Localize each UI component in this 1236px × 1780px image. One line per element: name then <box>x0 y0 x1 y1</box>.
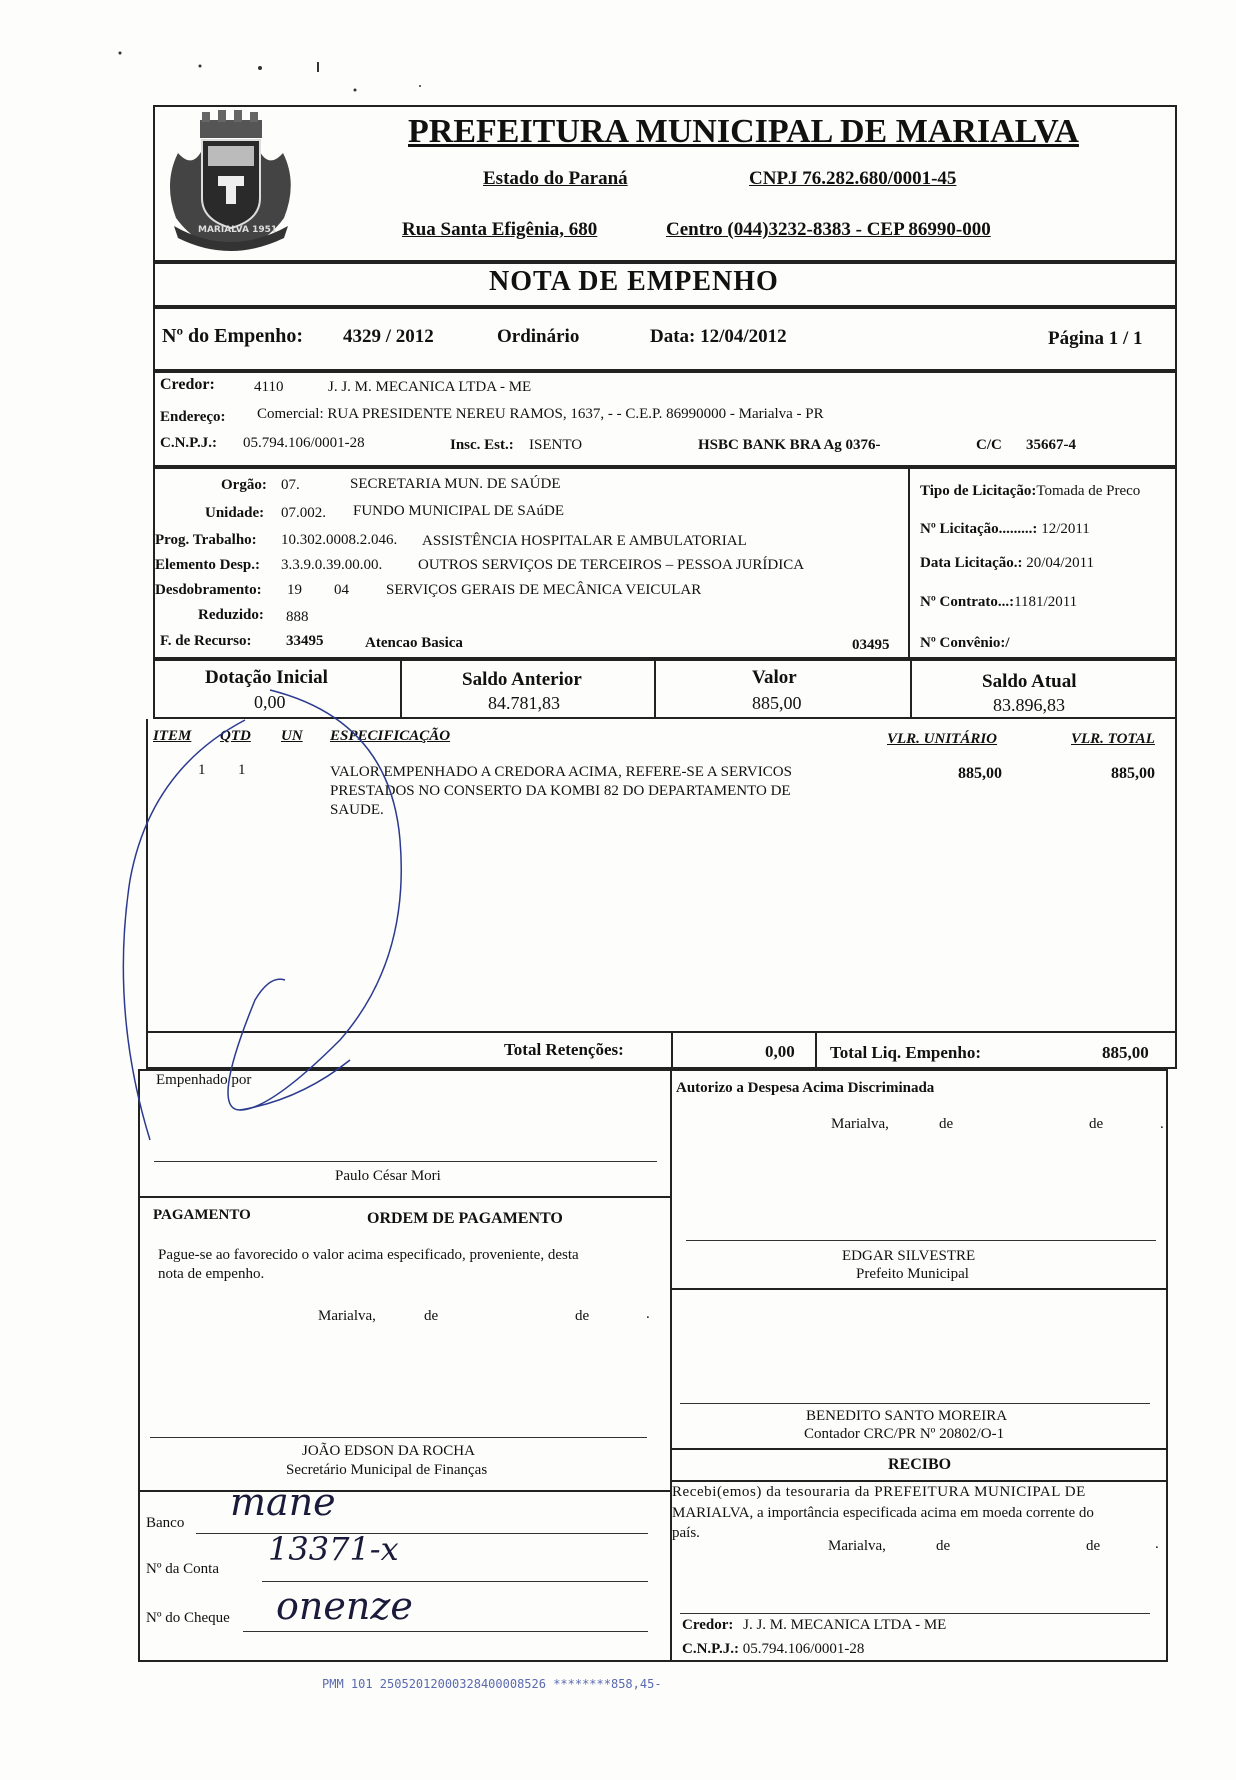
saldo-atual-label: Saldo Atual <box>982 671 1077 692</box>
fonte-code2: 03495 <box>852 637 890 653</box>
autorizo-de1: de <box>939 1116 954 1132</box>
financas-sign-line <box>150 1437 647 1438</box>
contador-role: Contador CRC/PR Nº 20802/O-1 <box>804 1426 1005 1442</box>
conta-line <box>262 1581 648 1582</box>
autorizo-label: Autorizo a Despesa Acima Discriminada <box>676 1080 935 1096</box>
dotacao-value: 0,00 <box>254 692 286 712</box>
unidade: FUNDO MUNICIPAL DE SAúDE <box>353 503 564 519</box>
elem-code: 3.3.9.0.39.00.00. <box>281 557 383 573</box>
licitacao-contrato-label: Nº Contrato...: <box>920 594 1015 610</box>
recibo-de1: de <box>936 1538 951 1554</box>
credor-cnpj: 05.794.106/0001-28 <box>243 435 365 451</box>
cnpj-label: C.N.P.J.: <box>160 435 217 451</box>
desd-label: Desdobramento: <box>155 582 262 598</box>
retencoes-label: Total Retenções: <box>504 1040 624 1059</box>
financas-name: JOÃO EDSON DA ROCHA <box>302 1443 475 1459</box>
col-unit: VLR. UNITÁRIO <box>887 731 998 747</box>
dotacao-label: Dotação Inicial <box>205 667 328 688</box>
recibo-place: Marialva, <box>828 1538 886 1554</box>
empenhado-name: Paulo César Mori <box>335 1168 441 1184</box>
row-qtd: 1 <box>238 762 246 778</box>
pagamento-text-1: Pague-se ao favorecido o valor acima especificado, proveniente, desta <box>158 1247 579 1263</box>
row-item: 1 <box>198 762 206 778</box>
state-name: Estado do Paraná <box>483 168 628 189</box>
licitacao-data <box>920 555 1094 572</box>
contador-name: BENEDITO SANTO MOREIRA <box>806 1408 1008 1424</box>
recibo-cnpj-value: 05.794.106/0001-28 <box>742 1641 865 1657</box>
cheque-label: Nº do Cheque <box>146 1610 230 1626</box>
empenhado-sign-line <box>154 1161 657 1162</box>
conta-value: 13371-x <box>268 1530 399 1568</box>
recibo-credor <box>682 1617 946 1634</box>
licitacao-tipo <box>920 483 1140 500</box>
valor-label: Valor <box>752 667 797 688</box>
contador-sign-line <box>680 1403 1150 1404</box>
fonte-label: F. de Recurso: <box>160 633 252 649</box>
prog-code: 10.302.0008.2.046. <box>281 532 398 548</box>
header-contact: Centro (044)3232-8383 - CEP 86990-000 <box>666 219 991 240</box>
row-total: 885,00 <box>1111 765 1155 782</box>
banco-value: mane <box>230 1480 336 1524</box>
licitacao-num <box>920 521 1090 538</box>
row-spec-line3: SAUDE. <box>330 802 384 818</box>
credor-name: J. J. M. MECANICA LTDA - ME <box>328 379 532 395</box>
cc-label: C/C <box>976 437 1002 453</box>
col-un: UN <box>281 728 303 744</box>
unidade-label: Unidade: <box>205 505 265 521</box>
autorizo-bottom <box>670 1288 1168 1290</box>
saldos-div-3 <box>910 659 912 719</box>
elem: OUTROS SERVIÇOS DE TERCEIROS – PESSOA JURÍDICA <box>418 557 805 573</box>
signature-scribble <box>90 680 490 1150</box>
licitacao-contrato-value: 1181/2011 <box>1014 594 1078 610</box>
prefeito-role: Prefeito Municipal <box>856 1266 969 1282</box>
recibo-de2: de <box>1086 1538 1101 1554</box>
orgao-label: Orgão: <box>221 477 267 493</box>
cnpj-header: CNPJ 76.282.680/0001-45 <box>749 168 957 189</box>
desd-code2: 04 <box>334 582 349 598</box>
row-unit: 885,00 <box>958 765 1002 782</box>
page-title: PREFEITURA MUNICIPAL DE MARIALVA <box>408 113 1079 150</box>
licitacao-contrato <box>920 594 1077 611</box>
ordem-pagamento: ORDEM DE PAGAMENTO <box>367 1210 563 1227</box>
saldo-anterior-label: Saldo Anterior <box>462 669 582 690</box>
cheque-value: onenze <box>276 1584 413 1628</box>
recibo-credor-label: Credor: <box>682 1617 734 1633</box>
col-qtd: QTD <box>220 728 251 744</box>
financas-role: Secretário Municipal de Finanças <box>286 1462 488 1478</box>
header-address: Rua Santa Efigênia, 680 <box>402 219 598 240</box>
licitacao-data-value: 20/04/2011 <box>1026 555 1095 571</box>
autorizo-dot: . <box>1160 1116 1164 1132</box>
pagamento-place: Marialva, <box>318 1308 376 1324</box>
saldos-div-2 <box>654 659 656 719</box>
credor-cc: 35667-4 <box>1026 437 1076 453</box>
valor-value: 885,00 <box>752 693 802 713</box>
conta-label: Nº da Conta <box>146 1561 219 1577</box>
elem-label: Elemento Desp.: <box>155 557 260 573</box>
licitacao-tipo-label: Tipo de Licitação: <box>920 483 1037 499</box>
recibo-sign-line <box>680 1613 1150 1614</box>
licitacao-num-value: 12/2011 <box>1041 521 1090 537</box>
recibo-dot: . <box>1155 1536 1159 1552</box>
autorizo-de2: de <box>1089 1116 1104 1132</box>
fonte-code: 33495 <box>286 633 324 649</box>
credor-address: Comercial: RUA PRESIDENTE NEREU RAMOS, 1637, - - C.E.P. 86990000 - Marialva - PR <box>257 406 824 422</box>
empenhado-label: Empenhado por <box>156 1072 252 1088</box>
address-label: Endereço: <box>160 409 226 425</box>
seal-text: MARIALVA 1951 <box>198 225 278 235</box>
autorizo-sign-line <box>686 1240 1156 1241</box>
insc-label: Insc. Est.: <box>450 437 514 453</box>
licitacao-num-label: Nº Licitação.........: <box>920 521 1038 537</box>
recibo-title-line <box>670 1480 1168 1482</box>
empenho-date: Data: 12/04/2012 <box>650 326 787 347</box>
row-spec-line2: PRESTADOS NO CONSERTO DA KOMBI 82 DO DEPARTAMENTO DE <box>330 783 791 799</box>
doc-title: NOTA DE EMPENHO <box>489 266 779 297</box>
licitacao-convenio: Nº Convênio:/ <box>920 635 1010 651</box>
col-total: VLR. TOTAL <box>1071 731 1155 747</box>
unidade-code: 07.002. <box>281 505 326 521</box>
desd: SERVIÇOS GERAIS DE MECÂNICA VEICULAR <box>386 582 702 598</box>
lower-divider <box>670 1069 672 1662</box>
prefeito-name: EDGAR SILVESTRE <box>842 1248 976 1264</box>
totals-div-1 <box>671 1031 673 1069</box>
scan-marks <box>110 48 430 98</box>
col-spec: ESPECIFICAÇÃO <box>330 728 451 744</box>
credor-code: 4110 <box>254 379 284 395</box>
licitacao-data-label: Data Licitação.: <box>920 555 1023 571</box>
footer-code: PMM 101 25052012000328400008526 ********858,45- <box>322 1677 662 1691</box>
reduzido: 888 <box>286 609 309 625</box>
pagamento-text-2: nota de empenho. <box>158 1266 265 1282</box>
orgao-code: 07. <box>281 477 300 493</box>
liq-empenho-label: Total Liq. Empenho: <box>830 1043 981 1062</box>
credor-insc: ISENTO <box>529 437 583 453</box>
banco-label: Banco <box>146 1515 185 1531</box>
licitacao-tipo-value: Tomada de Preco <box>1036 483 1141 499</box>
cheque-line <box>243 1631 648 1632</box>
orgao: SECRETARIA MUN. DE SAÚDE <box>350 476 561 492</box>
empenho-number: 4329 / 2012 <box>343 326 434 347</box>
autorizo-place: Marialva, <box>831 1116 889 1132</box>
prog: ASSISTÊNCIA HOSPITALAR E AMBULATORIAL <box>422 533 747 549</box>
municipal-seal <box>158 108 303 256</box>
recibo-text-2: MARIALVA, a importância especificada acima em moeda corrente do <box>672 1505 1094 1521</box>
empenhado-bottom <box>138 1196 670 1198</box>
lower-box <box>138 1069 1168 1662</box>
recibo-cnpj <box>682 1641 864 1658</box>
retencoes-value: 0,00 <box>765 1042 795 1061</box>
banco-line <box>196 1533 648 1534</box>
pagamento-label: PAGAMENTO <box>153 1207 251 1223</box>
recibo-text-1: Recebi(emos) da tesouraria da PREFEITURA MUNICIPAL DE <box>672 1484 1086 1500</box>
saldo-atual-value: 83.896,83 <box>993 695 1065 715</box>
empenho-number-label: Nº do Empenho: <box>162 325 304 347</box>
credor-bank: HSBC BANK BRA Ag 0376- <box>698 437 881 453</box>
col-item: ITEM <box>153 728 192 744</box>
desd-code1: 19 <box>287 582 302 598</box>
liq-empenho-value: 885,00 <box>1102 1043 1149 1062</box>
reduzido-label: Reduzido: <box>198 607 264 623</box>
recibo-credor-value: J. J. M. MECANICA LTDA - ME <box>743 1617 947 1633</box>
empenho-type: Ordinário <box>497 326 580 347</box>
empenho-page: Página 1 / 1 <box>1048 328 1143 349</box>
financas-bottom <box>138 1490 670 1492</box>
contador-bottom <box>670 1448 1168 1450</box>
recibo-text-3: país. <box>672 1525 700 1541</box>
pagamento-dot: . <box>646 1306 650 1322</box>
prog-label: Prog. Trabalho: <box>155 532 257 548</box>
fonte: Atencao Basica <box>365 635 463 651</box>
recibo-cnpj-label: C.N.P.J.: <box>682 1641 739 1657</box>
row-spec-line1: VALOR EMPENHADO A CREDORA ACIMA, REFERE-SE A SERVICOS <box>330 764 792 780</box>
totals-div-2 <box>815 1031 817 1069</box>
pagamento-de1: de <box>424 1308 439 1324</box>
budget-divider <box>908 467 910 659</box>
recibo-title: RECIBO <box>888 1456 952 1473</box>
saldo-anterior-value: 84.781,83 <box>488 693 560 713</box>
pagamento-de2: de <box>575 1308 590 1324</box>
credor-label: Credor: <box>160 376 215 393</box>
